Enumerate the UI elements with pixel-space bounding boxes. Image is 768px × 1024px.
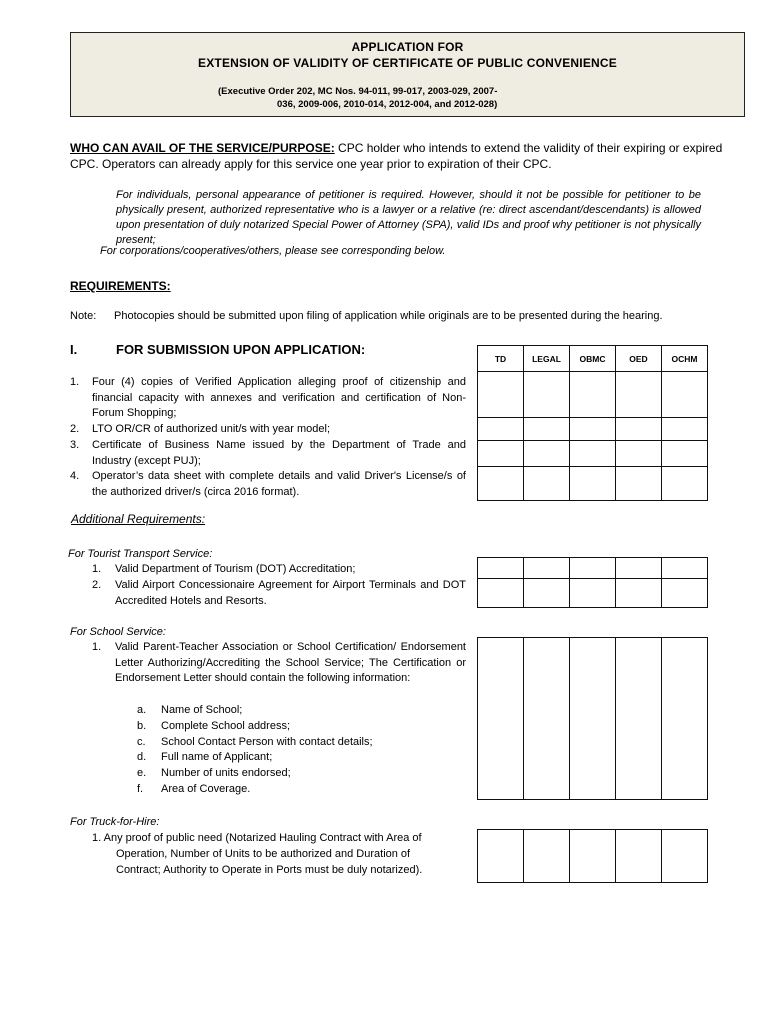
checkbox-cell[interactable] xyxy=(662,579,708,608)
item-text: LTO OR/CR of authorized unit/s with year model; xyxy=(92,423,331,435)
sub-item: c. School Contact Person with contact details; xyxy=(137,735,373,748)
executive-order-line-2: 036, 2009-006, 2010-014, 2012-004, and 2012-028) xyxy=(277,99,498,110)
list-item xyxy=(92,578,466,609)
truck-line-1: 1. Any proof of public need (Notarized Hauling Contract with Area of xyxy=(92,832,422,844)
checkbox-cell[interactable] xyxy=(662,558,708,579)
purpose-label: WHO CAN AVAIL OF THE SERVICE/PURPOSE: xyxy=(70,141,335,155)
truck-label: For Truck-for-Hire: xyxy=(70,816,160,828)
checkbox-cell[interactable] xyxy=(570,418,616,441)
checkbox-cell[interactable] xyxy=(662,830,708,883)
checkbox-cell[interactable] xyxy=(478,372,524,418)
checkbox-cell[interactable] xyxy=(524,579,570,608)
sub-item: d. Full name of Applicant; xyxy=(137,751,273,764)
truck-line-3: Contract; Authority to Operate in Ports must be duly notarized). xyxy=(116,864,423,876)
list-item xyxy=(70,469,466,500)
purpose-text-2: CPC. Operators can already apply for this service one year prior to expiration of their CPC. xyxy=(70,157,552,171)
school-subitems xyxy=(137,703,437,798)
checkbox-cell[interactable] xyxy=(616,467,662,501)
purpose-text-1: CPC holder who intends to extend the validity of their expiring or expired xyxy=(334,141,723,155)
additional-heading: Additional Requirements: xyxy=(71,512,206,526)
routing-table-truck xyxy=(477,829,708,883)
checkbox-cell[interactable] xyxy=(524,418,570,441)
checkbox-cell[interactable] xyxy=(616,579,662,608)
checkbox-cell[interactable] xyxy=(616,558,662,579)
checkbox-cell[interactable] xyxy=(478,418,524,441)
checkbox-cell[interactable] xyxy=(570,558,616,579)
item-number: 1. xyxy=(92,563,102,575)
title-line-1: APPLICATION FOR xyxy=(351,40,464,54)
checkbox-cell[interactable] xyxy=(662,638,708,800)
col-header-obmc: OBMC xyxy=(570,346,616,372)
list-item xyxy=(70,375,466,422)
list-item xyxy=(92,562,466,578)
checkbox-cell[interactable] xyxy=(616,418,662,441)
col-header-ochm: OCHM xyxy=(662,346,708,372)
checkbox-cell[interactable] xyxy=(570,467,616,501)
checkbox-cell[interactable] xyxy=(616,830,662,883)
tourist-list xyxy=(92,562,466,609)
checkbox-cell[interactable] xyxy=(570,638,616,800)
item-number: 2. xyxy=(70,423,80,435)
section1-list xyxy=(70,375,466,500)
checkbox-cell[interactable] xyxy=(616,441,662,467)
item-number: 1. xyxy=(70,376,80,388)
checkbox-cell[interactable] xyxy=(570,441,616,467)
checkbox-cell[interactable] xyxy=(662,372,708,418)
item-text: Valid Parent-Teacher Association or School Certification/ Endorsement Letter Authorizing/Accrediting the School Service; The Certification or Endorsement Letter should contain the following information: xyxy=(115,641,466,685)
individuals-note: For individuals, personal appearance of petitioner is required. However, should it not be possible for petitioner to be physically present, authorized representative who is a lawyer or a relative (re: direct ascendant/descendants) is allowed upon presentation of duly notarized Special Power of Attorney (SPA), valid IDs and proof why petitioner is not physically present; xyxy=(116,189,701,246)
col-header-legal: LEGAL xyxy=(524,346,570,372)
checkbox-cell[interactable] xyxy=(524,372,570,418)
checkbox-cell[interactable] xyxy=(478,579,524,608)
sub-item: f. Area of Coverage. xyxy=(137,782,251,795)
purpose-line-1 xyxy=(70,140,750,156)
checkbox-cell[interactable] xyxy=(478,467,524,501)
sub-item: b. Complete School address; xyxy=(137,719,291,732)
checkbox-cell[interactable] xyxy=(524,830,570,883)
checkbox-cell[interactable] xyxy=(524,441,570,467)
checkbox-cell[interactable] xyxy=(478,638,524,800)
routing-table-school xyxy=(477,637,708,800)
checkbox-cell[interactable] xyxy=(478,441,524,467)
checkbox-cell[interactable] xyxy=(478,558,524,579)
checkbox-cell[interactable] xyxy=(662,441,708,467)
routing-table-tourist xyxy=(477,557,708,608)
school-item xyxy=(92,640,466,687)
item-number: 1. xyxy=(92,641,102,653)
list-item xyxy=(70,422,466,438)
sub-item: e. Number of units endorsed; xyxy=(137,767,291,780)
corporations-note: For corporations/cooperatives/others, please see corresponding below. xyxy=(100,245,446,257)
checkbox-cell[interactable] xyxy=(616,372,662,418)
checkbox-cell[interactable] xyxy=(478,830,524,883)
routing-table-main xyxy=(477,345,708,501)
section-title: FOR SUBMISSION UPON APPLICATION: xyxy=(116,342,366,357)
col-header-td: TD xyxy=(478,346,524,372)
checkbox-cell[interactable] xyxy=(570,579,616,608)
section-roman: I. xyxy=(70,342,78,357)
checkbox-cell[interactable] xyxy=(570,372,616,418)
checkbox-cell[interactable] xyxy=(524,638,570,800)
item-number: 2. xyxy=(92,579,102,591)
checkbox-cell[interactable] xyxy=(524,558,570,579)
executive-order-line-1: (Executive Order 202, MC Nos. 94-011, 99-017, 2003-029, 2007- xyxy=(218,86,498,97)
item-text: Valid Airport Concessionaire Agreement for Airport Terminals and DOT Accredited Hotels and Resorts. xyxy=(115,579,466,607)
checkbox-cell[interactable] xyxy=(570,830,616,883)
school-label: For School Service: xyxy=(70,626,166,638)
note-label: Note: xyxy=(70,310,97,322)
item-number: 4. xyxy=(70,470,80,482)
list-item xyxy=(70,438,466,469)
note-text: Photocopies should be submitted upon filing of application while originals are to be presented during the hearing. xyxy=(114,310,663,322)
checkbox-cell[interactable] xyxy=(616,638,662,800)
checkbox-cell[interactable] xyxy=(662,418,708,441)
item-number: 3. xyxy=(70,439,80,451)
item-text: Four (4) copies of Verified Application alleging proof of citizenship and financial capacity with annexes and verification and certification of Non-Forum Shopping; xyxy=(92,376,466,419)
document-header xyxy=(70,32,745,117)
sub-item: a. Name of School; xyxy=(137,704,243,716)
title-line-2: EXTENSION OF VALIDITY OF CERTIFICATE OF PUBLIC CONVENIENCE xyxy=(198,56,617,70)
checkbox-cell[interactable] xyxy=(662,467,708,501)
item-text: Operator’s data sheet with complete details and valid Driver's License/s of the authorized driver/s (circa 2016 format). xyxy=(92,470,466,498)
item-text: Certificate of Business Name issued by the Department of Trade and Industry (except PUJ); xyxy=(92,439,466,467)
tourist-label: For Tourist Transport Service: xyxy=(68,548,213,560)
item-text: Valid Department of Tourism (DOT) Accreditation; xyxy=(115,563,356,575)
requirements-heading: REQUIREMENTS: xyxy=(70,279,171,293)
truck-line-2: Operation, Number of Units to be authorized and Duration of xyxy=(116,848,411,860)
checkbox-cell[interactable] xyxy=(524,467,570,501)
col-header-oed: OED xyxy=(616,346,662,372)
